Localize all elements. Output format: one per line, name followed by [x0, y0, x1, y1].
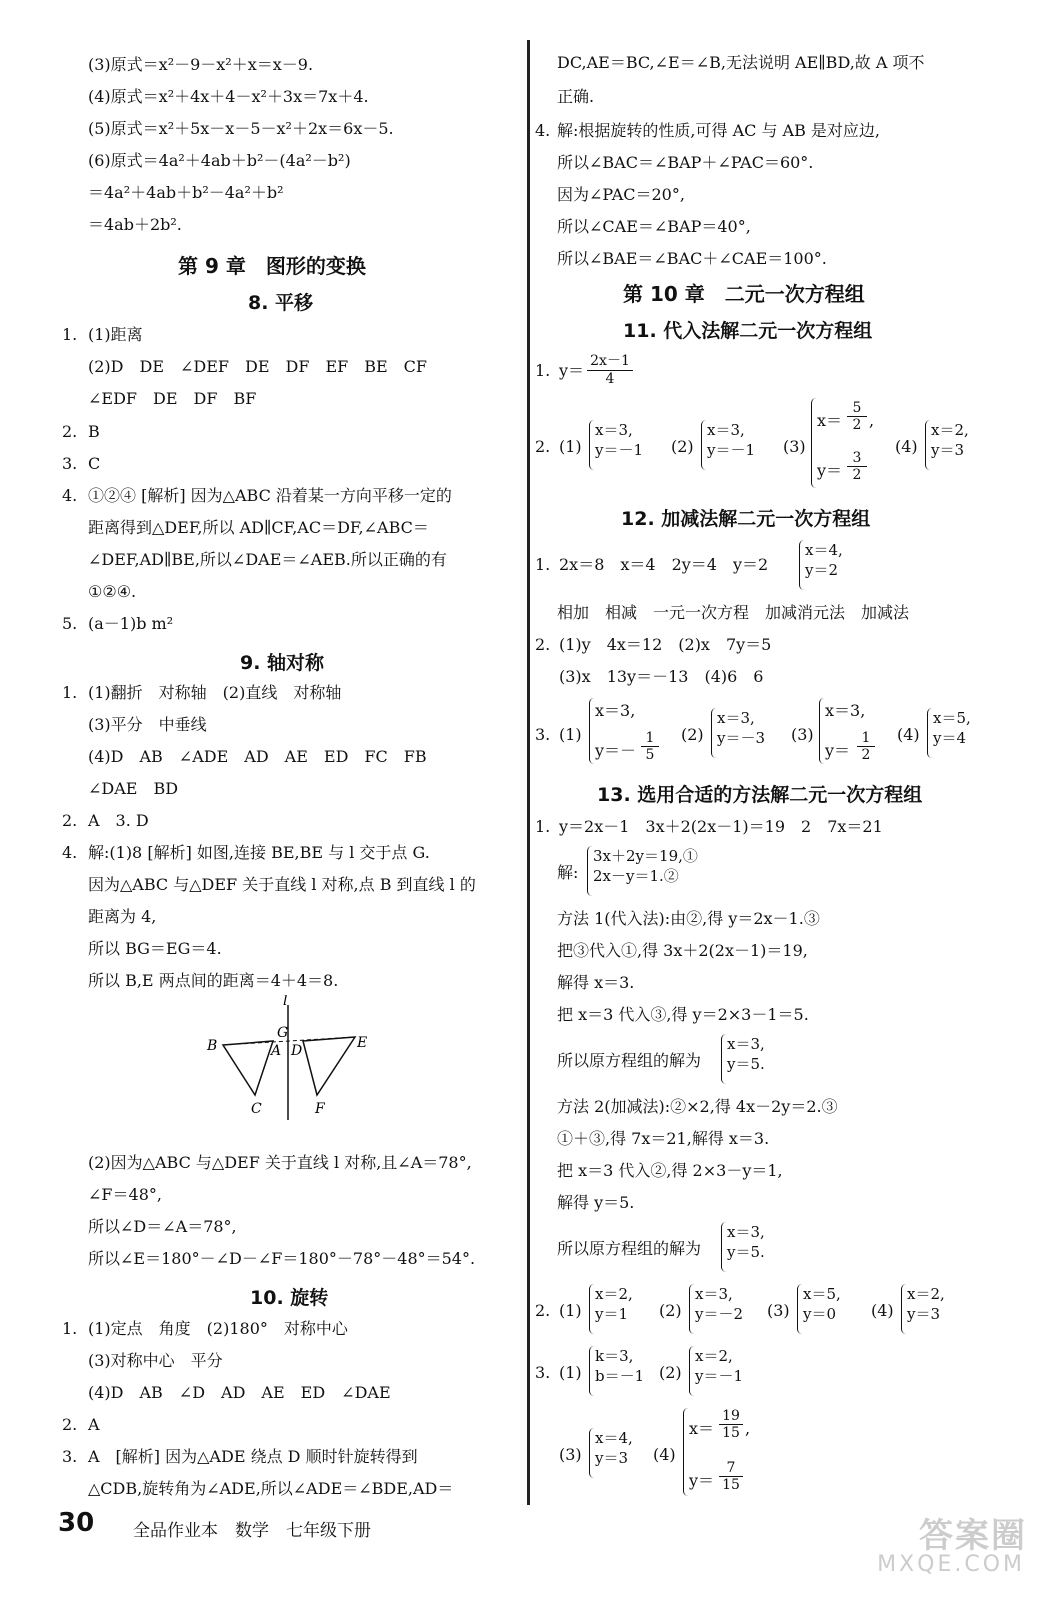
triangle-abc: [223, 1041, 273, 1095]
symmetry-figure: [195, 995, 385, 1125]
label-a: A: [271, 1043, 282, 1059]
question-number: 1.: [62, 325, 78, 344]
denominator: 4: [587, 370, 633, 387]
text-line: 所以原方程组的解为: [557, 1051, 702, 1070]
part-label: (2): [659, 1363, 682, 1382]
text-line: (1)定点 角度 (2)180° 对称中心: [88, 1319, 348, 1338]
brace: [689, 1284, 694, 1334]
text-line: (4)D AB ∠ADE AD AE ED FC FB: [88, 747, 427, 766]
text-line: ①②④ [解析] 因为△ABC 沿着某一方向平移一定的: [88, 486, 452, 505]
equation-system: k＝3, b＝－1: [595, 1347, 645, 1385]
question-number: 2.: [535, 437, 551, 456]
equation-system: x＝2, y＝1: [595, 1285, 633, 1323]
text-line: A [解析] 因为△ADE 绕点 D 顺时针旋转得到: [88, 1447, 418, 1466]
equation-system: x＝4, y＝2: [805, 541, 843, 579]
label-f: F: [315, 1101, 325, 1117]
text-line: (3)x 13y＝－13 (4)6 6: [559, 667, 764, 686]
text-line: A: [88, 1415, 100, 1434]
question-number: 2.: [535, 635, 551, 654]
label-g: G: [277, 1025, 289, 1041]
text-line: 把 x＝3 代入③,得 y＝2×3－1＝5.: [557, 1005, 809, 1024]
part-label: (2): [681, 725, 704, 744]
section-title: 9. 轴对称: [240, 652, 325, 674]
brace: [721, 1222, 726, 1272]
question-number: 2.: [62, 422, 78, 441]
math-text: y＝－: [595, 741, 637, 760]
part-label: (1): [559, 725, 582, 744]
text-line: 解得 y＝5.: [557, 1193, 635, 1212]
brace: [711, 708, 716, 758]
fraction: $\frac{1}{5}$: [641, 730, 659, 763]
triangle-def: [303, 1037, 355, 1095]
question-number: 1.: [62, 1319, 78, 1338]
part-label: (3): [559, 1445, 582, 1464]
question-number: 2.: [62, 1415, 78, 1434]
question-number: 4.: [62, 843, 78, 862]
question-number: 2.: [535, 1301, 551, 1320]
text-line: ∠DEF,AD∥BE,所以∠DAE＝∠AEB.所以正确的有: [88, 550, 447, 569]
section-title: 12. 加减法解二元一次方程组: [621, 508, 871, 530]
equation-system: x＝3, y＝5.: [727, 1223, 765, 1261]
text-line: 因为∠PAC＝20°,: [557, 185, 685, 204]
part-label: (3): [791, 725, 814, 744]
question-number: 5.: [62, 614, 78, 633]
part-label: (2): [659, 1301, 682, 1320]
equation-system: x＝2, y＝－1: [695, 1347, 744, 1385]
text-line: 所以∠BAC＝∠BAP＋∠PAC＝60°.: [557, 153, 814, 172]
text-line: DC,AE＝BC,∠E＝∠B,无法说明 AE∥BD,故 A 项不: [557, 53, 925, 72]
fraction: [587, 350, 633, 387]
chapter-title: 第 9 章 图形的变换: [178, 254, 366, 278]
math-text: y＝: [817, 461, 843, 480]
text-line: (6)原式＝4a²＋4ab＋b²－(4a²－b²): [88, 151, 351, 170]
text-line: 解:(1)8 [解析] 如图,连接 BE,BE 与 l 交于点 G.: [88, 843, 430, 862]
part-label: (4): [895, 437, 918, 456]
label-l: l: [283, 995, 288, 1009]
brace: [589, 1428, 594, 1478]
text-line: 把 x＝3 代入②,得 2×3－y＝1,: [557, 1161, 783, 1180]
math-text: ,: [745, 1419, 751, 1438]
text-line: (3)对称中心 平分: [88, 1351, 223, 1370]
text-line: (5)原式＝x²＋5x－x－5－x²＋2x＝6x－5.: [88, 119, 394, 138]
part-label: (3): [783, 437, 806, 456]
text-line: (4)原式＝x²＋4x＋4－x²＋3x＝7x＋4.: [88, 87, 369, 106]
math-text: y＝: [559, 361, 585, 380]
equation-system: x＝5, y＝4: [933, 709, 971, 747]
text-line: (2)因为△ABC 与△DEF 关于直线 l 对称,且∠A＝78°,: [88, 1153, 472, 1172]
text-line: ＝4a²＋4ab＋b²－4a²＋b²: [88, 183, 284, 202]
brace: [701, 420, 706, 470]
text-line: 所以 BG＝EG＝4.: [88, 939, 222, 958]
text-line: 方法 2(加减法):②×2,得 4x－2y＝2.③: [557, 1097, 838, 1116]
equation-system: x＝3, y＝－3: [717, 709, 766, 747]
brace: [683, 1408, 688, 1496]
question-number: 1.: [535, 361, 551, 380]
brace: [587, 846, 592, 896]
text-line: B: [88, 422, 100, 441]
text-line: 解:根据旋转的性质,可得 AC 与 AB 是对应边,: [557, 121, 881, 140]
section-title: 8. 平移: [248, 292, 314, 314]
text-line: 正确.: [557, 87, 595, 106]
text-line: 解:: [557, 863, 579, 882]
text-line: y＝2x－1 3x＋2(2x－1)＝19 2 7x＝21: [559, 817, 883, 836]
equation-system: x＝3, y＝－1: [707, 421, 756, 459]
fraction: $\frac{19}{15}$: [719, 1408, 743, 1441]
math-text: x＝: [689, 1419, 715, 1438]
text-line: 所以∠D＝∠A＝78°,: [88, 1217, 237, 1236]
equation-system: x＝2, y＝3: [931, 421, 969, 459]
label-b: B: [207, 1038, 218, 1054]
math-text: x＝3,: [595, 701, 636, 720]
brace: [689, 1346, 694, 1396]
column-divider: [527, 40, 530, 1505]
part-label: (1): [559, 437, 582, 456]
part-label: (2): [671, 437, 694, 456]
equation-system: x＝5, y＝0: [803, 1285, 841, 1323]
question-number: 2.: [62, 811, 78, 830]
part-label: (3): [767, 1301, 790, 1320]
question-number: 3.: [62, 454, 78, 473]
label-e: E: [357, 1035, 368, 1051]
math-text: ,: [869, 411, 875, 430]
text-line: (1)翻折 对称轴 (2)直线 对称轴: [88, 683, 342, 702]
text-line: C: [88, 454, 101, 473]
section-title: 13. 选用合适的方法解二元一次方程组: [597, 784, 923, 806]
watermark-logo: 答案圈: [919, 1516, 1027, 1556]
brace: [589, 1284, 594, 1334]
part-label: (1): [559, 1363, 582, 1382]
text-line: (4)D AB ∠D AD AE ED ∠DAE: [88, 1383, 391, 1402]
brace: [589, 1346, 594, 1396]
question-number: 4.: [535, 121, 551, 140]
text-line: (3)平分 中垂线: [88, 715, 207, 734]
numerator: 2x－1: [590, 353, 630, 369]
label-c: C: [251, 1101, 262, 1117]
part-label: (4): [897, 725, 920, 744]
text-line: A 3. D: [88, 811, 149, 830]
brace: [721, 1034, 726, 1084]
text-line: ∠EDF DE DF BF: [88, 389, 257, 408]
text-line: 所以∠BAE＝∠BAC＋∠CAE＝100°.: [557, 249, 827, 268]
text-line: 相加 相减 一元一次方程 加减消元法 加减法: [557, 603, 910, 622]
brace: [927, 708, 932, 758]
brace: [901, 1284, 906, 1334]
chapter-title: 第 10 章 二元一次方程组: [623, 282, 865, 306]
page-number: 30: [58, 1508, 95, 1538]
question-number: 3.: [62, 1447, 78, 1466]
math-text: x＝: [817, 411, 843, 430]
brace: [819, 698, 824, 764]
text-line: (2)D DE ∠DEF DE DF EF BE CF: [88, 357, 428, 376]
section-title: 11. 代入法解二元一次方程组: [623, 320, 873, 342]
book-title: 全品作业本 数学 七年级下册: [133, 1521, 371, 1541]
question-number: 4.: [62, 486, 78, 505]
math-text: x＝3,: [825, 701, 866, 720]
text-line: 2x＝8 x＝4 2y＝4 y＝2: [559, 555, 769, 574]
part-label: (4): [871, 1301, 894, 1320]
text-line: 所以∠E＝180°－∠D－∠F＝180°－78°－48°＝54°.: [88, 1249, 476, 1268]
text-line: ＝4ab＋2b².: [88, 215, 182, 234]
fraction: $\frac{5}{2}$: [847, 400, 867, 433]
text-line: 把③代入①,得 3x＋2(2x－1)＝19,: [557, 941, 808, 960]
fraction: $\frac{3}{2}$: [847, 450, 867, 483]
text-line: 解得 x＝3.: [557, 973, 635, 992]
text-line: 因为△ABC 与△DEF 关于直线 l 对称,点 B 到直线 l 的: [88, 875, 476, 894]
watermark-url: MXQE.COM: [877, 1552, 1025, 1577]
equation-system: x＝3, y＝5.: [727, 1035, 765, 1073]
text-line: (1)距离: [88, 325, 143, 344]
equation-system: x＝2, y＝3: [907, 1285, 945, 1323]
question-number: 1.: [62, 683, 78, 702]
text-line: 距离为 4,: [88, 907, 157, 926]
text-line: ①＋③,得 7x＝21,解得 x＝3.: [557, 1129, 770, 1148]
text-line: 所以 B,E 两点间的距离＝4＋4＝8.: [88, 971, 339, 990]
section-title: 10. 旋转: [250, 1287, 329, 1309]
math-text: y＝: [825, 741, 851, 760]
label-d: D: [291, 1043, 303, 1059]
text-line: 所以∠CAE＝∠BAP＝40°,: [557, 217, 751, 236]
fraction: $\frac{7}{15}$: [719, 1460, 743, 1493]
question-number: 3.: [535, 725, 551, 744]
text-line: (a－1)b m²: [88, 614, 174, 633]
brace: [925, 420, 930, 470]
text-line: ∠F＝48°,: [88, 1185, 162, 1204]
question-number: 1.: [535, 817, 551, 836]
text-line: 方法 1(代入法):由②,得 y＝2x－1.③: [557, 909, 820, 928]
text-line: △CDB,旋转角为∠ADE,所以∠ADE＝∠BDE,AD＝: [88, 1479, 454, 1498]
equation-system: 3x＋2y＝19,① 2x－y＝1.②: [593, 847, 698, 885]
question-number: 1.: [535, 555, 551, 574]
question-number: 3.: [535, 1363, 551, 1382]
brace: [799, 540, 804, 590]
text-line: 所以原方程组的解为: [557, 1239, 702, 1258]
brace: [589, 420, 594, 470]
text-line: ①②④.: [88, 582, 137, 601]
text-line: 距离得到△DEF,所以 AD∥CF,AC＝DF,∠ABC＝: [88, 518, 429, 537]
part-label: (4): [653, 1445, 676, 1464]
brace: [589, 698, 594, 764]
text-line: (1)y 4x＝12 (2)x 7y＝5: [559, 635, 772, 654]
text-line: ∠DAE BD: [88, 779, 179, 798]
part-label: (1): [559, 1301, 582, 1320]
brace: [811, 398, 816, 488]
equation-system: x＝4, y＝3: [595, 1429, 633, 1467]
math-text: y＝: [689, 1471, 715, 1490]
equation-system: x＝3, y＝－1: [595, 421, 644, 459]
equation-system: x＝3, y＝－2: [695, 1285, 744, 1323]
text-line: (3)原式＝x²－9－x²＋x＝x－9.: [88, 55, 314, 74]
brace: [797, 1284, 802, 1334]
fraction: $\frac{1}{2}$: [857, 730, 875, 763]
